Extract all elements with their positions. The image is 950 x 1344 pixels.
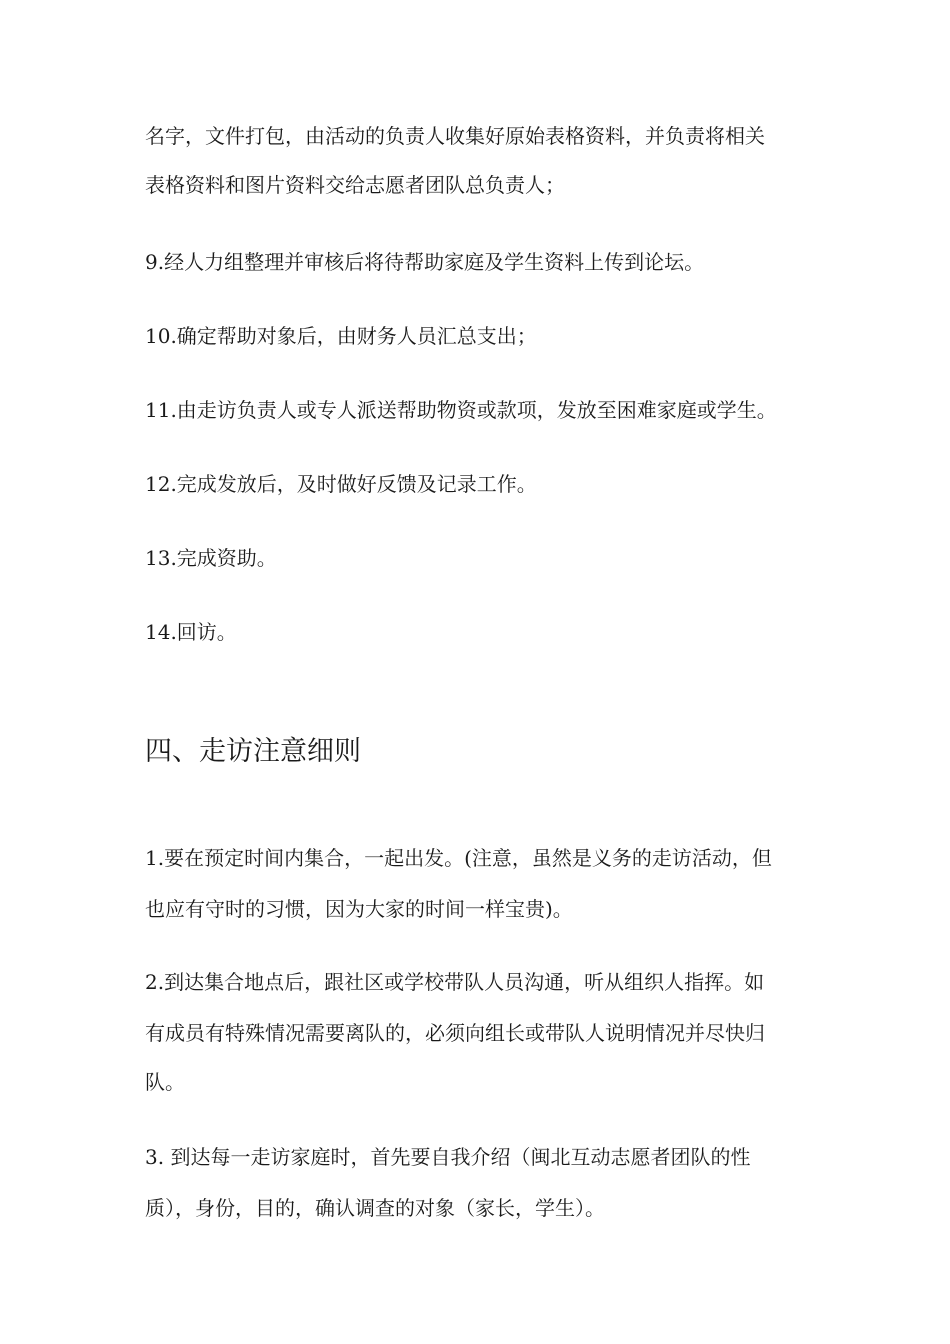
rule-line: 有成员有特殊情况需要离队的，必须向组长或带队人说明情况并尽快归 xyxy=(145,1021,765,1045)
rule-line: 队。 xyxy=(145,1070,185,1094)
rule-line: 3. 到达每一走访家庭时，首先要自我介绍（闽北互动志愿者团队的性 xyxy=(145,1145,751,1169)
step-item-13: 13.完成资助。 xyxy=(145,546,277,570)
rule-line: 1.要在预定时间内集合，一起出发。(注意，虽然是义务的走访活动，但 xyxy=(145,846,772,870)
rule-line: 也应有守时的习惯，因为大家的时间一样宝贵)。 xyxy=(145,897,573,921)
step-item-10: 10.确定帮助对象后，由财务人员汇总支出； xyxy=(145,324,537,348)
step-item-12: 12.完成发放后，及时做好反馈及记录工作。 xyxy=(145,472,537,496)
paragraph-line: 表格资料和图片资料交给志愿者团队总负责人； xyxy=(145,173,565,197)
paragraph-line: 名字，文件打包，由活动的负责人收集好原始表格资料，并负责将相关 xyxy=(145,124,765,148)
section-heading: 四、走访注意细则 xyxy=(145,736,361,767)
step-item-9: 9.经人力组整理并审核后将待帮助家庭及学生资料上传到论坛。 xyxy=(145,250,705,274)
rule-line: 2.到达集合地点后，跟社区或学校带队人员沟通，听从组织人指挥。如 xyxy=(145,970,765,994)
step-item-11: 11.由走访负责人或专人派送帮助物资或款项，发放至困难家庭或学生。 xyxy=(145,398,777,422)
rule-line: 质），身份，目的，确认调查的对象（家长，学生）。 xyxy=(145,1196,605,1220)
step-item-14: 14.回访。 xyxy=(145,620,237,644)
